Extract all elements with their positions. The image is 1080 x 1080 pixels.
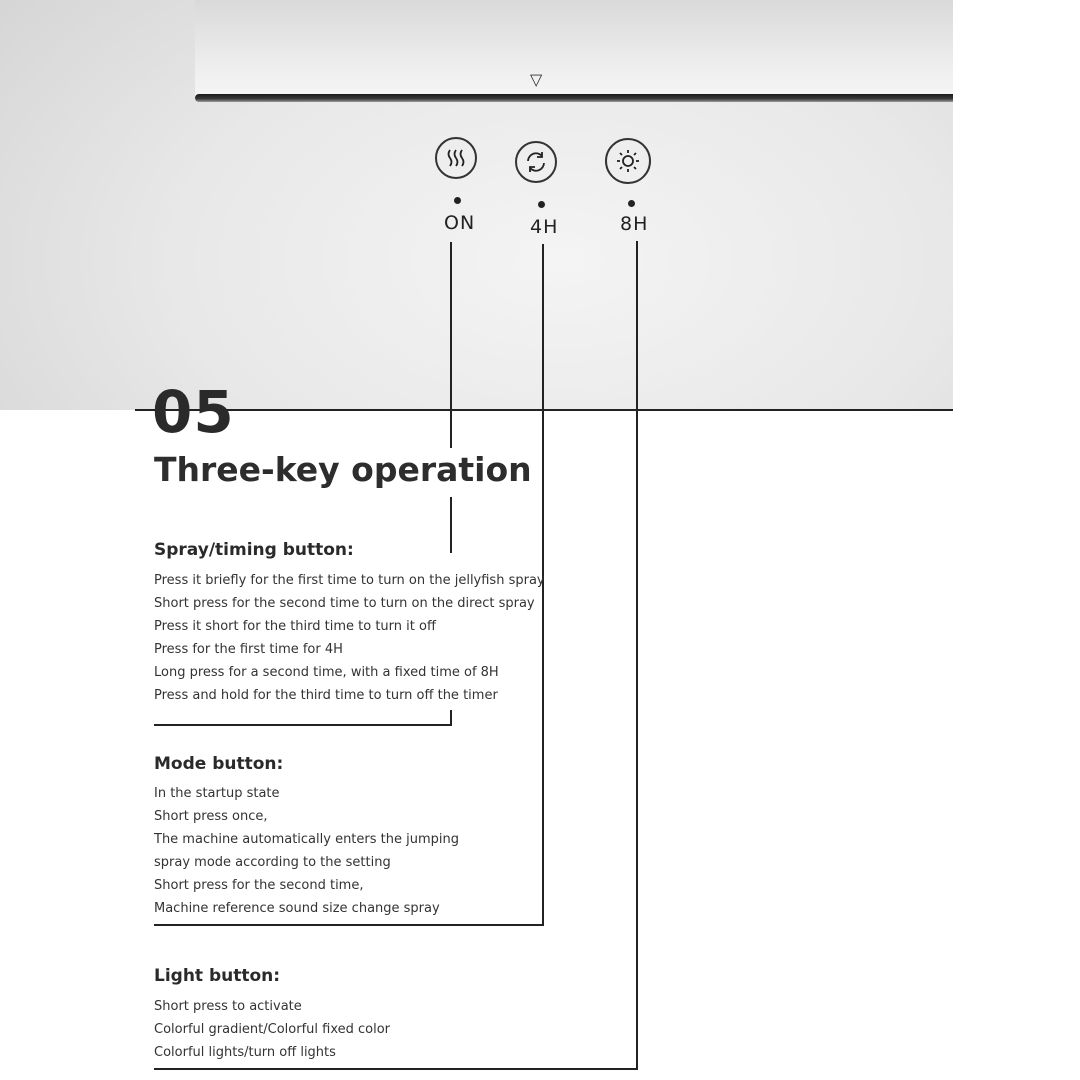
- mode-section-heading: Mode button:: [154, 754, 284, 774]
- 8h-label: 8H: [620, 213, 649, 235]
- 4h-indicator-dot: [538, 201, 545, 208]
- light-line: Colorful gradient/Colorful fixed color: [154, 1022, 391, 1037]
- light-line: Colorful lights/turn off lights: [154, 1045, 336, 1060]
- spray-line: Press it briefly for the first time to turn on the jellyfish spray: [154, 573, 545, 588]
- page-title: Three-key operation: [154, 450, 532, 489]
- spray-line: Press for the first time for 4H: [154, 642, 343, 657]
- mode-key[interactable]: [515, 141, 557, 183]
- spray-key[interactable]: [435, 137, 477, 179]
- light-line: Short press to activate: [154, 999, 302, 1014]
- mode-line: Machine reference sound size change spray: [154, 901, 440, 916]
- section-divider: [135, 409, 953, 411]
- 8h-leader-line: [636, 241, 638, 1070]
- on-leader-line-upper: [450, 242, 452, 448]
- light-section-heading: Light button:: [154, 966, 281, 986]
- section-number: 05: [152, 378, 235, 446]
- light-key[interactable]: [605, 138, 651, 184]
- on-label: ON: [444, 212, 476, 234]
- device-top-cap: [195, 0, 953, 100]
- mode-line: Short press once,: [154, 809, 268, 824]
- mode-line: In the startup state: [154, 786, 280, 801]
- on-leader-line-lower: [450, 497, 452, 553]
- spray-line: Press it short for the third time to turn it off: [154, 619, 436, 634]
- spray-line: Press and hold for the third time to turn off the timer: [154, 688, 498, 703]
- mode-line: Short press for the second time,: [154, 878, 364, 893]
- mode-bracket-horizontal: [154, 924, 544, 926]
- mode-line: spray mode according to the setting: [154, 855, 391, 870]
- mode-line: The machine automatically enters the jumping: [154, 832, 459, 847]
- 8h-indicator-dot: [628, 200, 635, 207]
- device-seam: [195, 94, 953, 102]
- light-bracket-horizontal: [154, 1068, 638, 1070]
- on-indicator-dot: [454, 197, 461, 204]
- spray-line: Short press for the second time to turn on the direct spray: [154, 596, 535, 611]
- spray-section-heading: Spray/timing button:: [154, 540, 354, 560]
- 4h-label: 4H: [530, 216, 559, 238]
- spray-line: Long press for a second time, with a fixed time of 8H: [154, 665, 499, 680]
- sun-icon: [615, 148, 641, 174]
- indicator-mark: ▽: [530, 70, 543, 89]
- spray-bracket-horizontal: [154, 724, 452, 726]
- cycle-icon: [523, 149, 549, 175]
- steam-icon: [443, 145, 469, 171]
